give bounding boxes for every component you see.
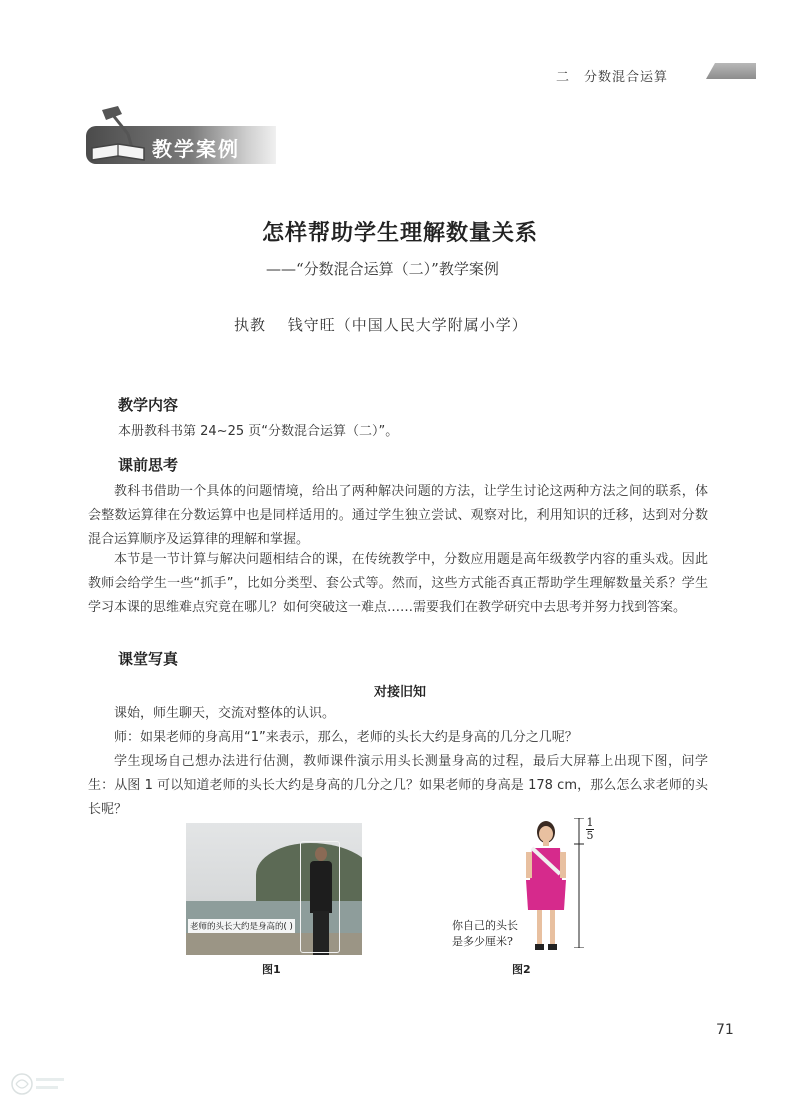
section-banner (86, 104, 292, 164)
girl-figure (520, 818, 570, 952)
section-heading-classroom: 课堂写真 (118, 650, 179, 668)
height-bracket (574, 818, 584, 948)
page-number: 71 (716, 1022, 734, 1038)
desk-lamp-book-icon (88, 104, 150, 164)
section-heading-content: 教学内容 (118, 396, 179, 414)
figure-1-photo (186, 823, 362, 955)
thinking-paragraph-1: 教科书借助一个具体的问题情境，给出了两种解决问题的方法，让学生讨论这两种方法之间的联系，体会整数运算律在分数运算中也是同样适用的。通过学生独立尝试、观察对比，利用知识的迁移，达到对分数混合运算顺序及运算律的理解和掌握。 (88, 484, 708, 547)
classroom-paragraph-2: 师：如果老师的身高用“1”来表示，那么，老师的头长大约是身高的几分之几呢？ (114, 730, 578, 745)
figure-2-question: 你自己的头长 是多少厘米? (452, 919, 518, 948)
section-heading-thinking: 课前思考 (118, 456, 179, 474)
fraction-one-fifth (586, 817, 594, 842)
fraction-denominator: 5 (586, 829, 594, 842)
classroom-paragraph-1: 课始，师生聊天，交流对整体的认识。 (114, 706, 336, 721)
measure-outline (300, 841, 340, 953)
watermark-logo (8, 1066, 68, 1102)
figure-1-label: 老师的头长大约是身高的( ) (188, 919, 295, 933)
chapter-tab-decoration (706, 63, 756, 79)
banner-title: 教学案例 (152, 137, 240, 161)
fraction-numerator: 1 (586, 816, 594, 829)
thinking-paragraph-2: 本节是一节计算与解决问题相结合的课，在传统教学中，分数应用题是高年级教学内容的重头戏。因此教师会给学生一些“抓手”，比如分类型、套公式等。然而，这些方式能否真正帮助学生理解数量关系？学生学习本课的思维难点究竟在哪儿？如何突破这一难点……需要我们在教学研究中去思考并努力找到答案。 (88, 552, 708, 615)
article-title: 怎样帮助学生理解数量关系 (261, 221, 538, 246)
article-author: 执教 钱守旺（中国人民大学附属小学） (234, 316, 528, 334)
figure-1-caption: 图1 (262, 963, 281, 976)
classroom-paragraph-3: 学生现场自己想办法进行估测，教师课件演示用头长测量身高的过程，最后大屏幕上出现下图，问学生：从图 1 可以知道老师的头长大约是身高的几分之几？如果老师的身高是 178 cm，那么怎么求老师的头长呢？ (88, 754, 708, 817)
content-text: 本册教科书第 24~25 页“分数混合运算（二）”。 (118, 424, 399, 439)
subsection-heading: 对接旧知 (373, 685, 426, 700)
article-subtitle: ——“分数混合运算（二）”教学案例 (266, 260, 499, 278)
figure-2-caption: 图2 (512, 963, 531, 976)
chapter-header: 二 分数混合运算 (556, 70, 669, 85)
